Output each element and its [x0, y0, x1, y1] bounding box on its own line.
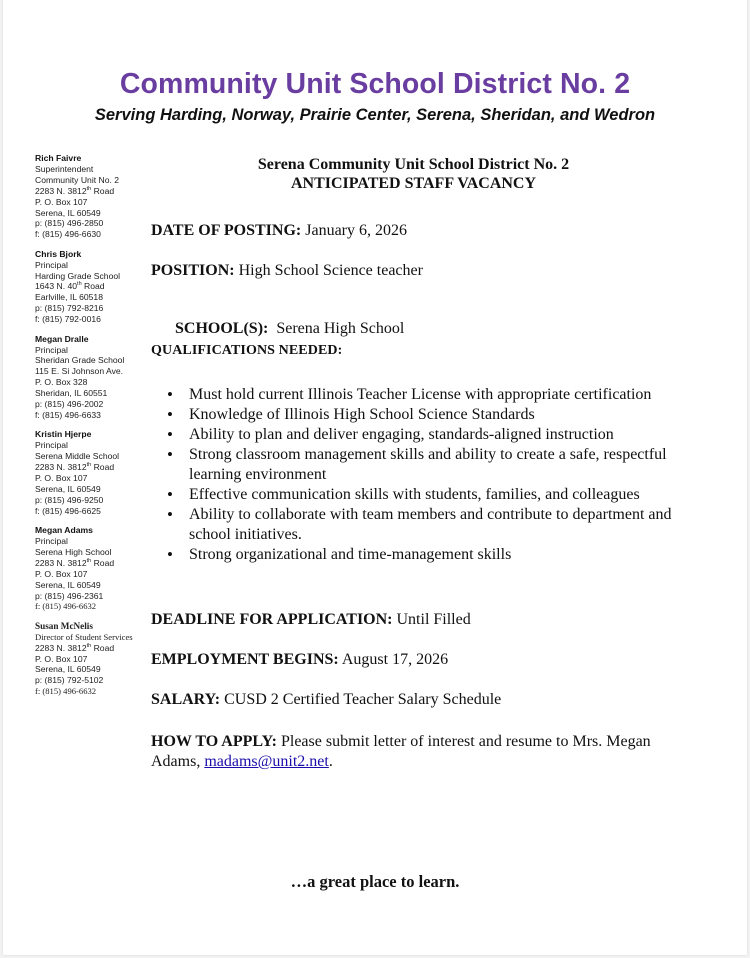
- posting-title: ANTICIPATED STAFF VACANCY: [290, 175, 537, 192]
- district-title: Community Unit School District No. 2: [119, 68, 631, 100]
- date-label: DATE OF POSTING:: [151, 222, 302, 239]
- contact-role: Principal: [35, 259, 68, 270]
- employment-field: [151, 651, 448, 669]
- contact-org: Community Unit No. 2: [35, 174, 120, 185]
- apply-label: HOW TO APPLY:: [151, 733, 277, 750]
- list-item: • Knowledge of Illinois High School Science Standards: [151, 405, 691, 425]
- posting-heading: [151, 155, 676, 193]
- list-item: • Strong classroom management skills and ability to create a safe, respectful learning environment: [151, 445, 691, 485]
- contact-city: Sheridan, IL 60551: [35, 388, 108, 399]
- list-item: • Must hold current Illinois Teacher License with appropriate certification: [151, 385, 691, 405]
- deadline-value: Until Filled: [392, 611, 471, 628]
- qualifications-label: QUALIFICATIONS NEEDED:: [151, 343, 343, 358]
- contact-phone: p: (815) 496-9250: [35, 494, 104, 505]
- contact-address: 2283 N. 3812th Road: [35, 557, 115, 568]
- contact-city: Serena, IL 60549: [35, 579, 101, 590]
- how-to-apply: HOW TO APPLY: Please submit letter of interest and resume to Mrs. Megan Adams, madams@unit2.net.: [151, 733, 651, 770]
- contact-po-box: P. O. Box 107: [35, 472, 88, 483]
- contacts-sidebar: [35, 153, 155, 706]
- contact-role: Principal: [35, 440, 68, 451]
- contact-org: Harding Grade School: [35, 270, 121, 281]
- contact-role: Superintendent: [35, 163, 94, 174]
- contact-name: Susan McNelis: [35, 620, 93, 631]
- contact-role: Principal: [35, 344, 68, 355]
- contact-card: [35, 525, 155, 612]
- deadline-field: [151, 611, 471, 629]
- contact-name: Megan Adams: [35, 525, 93, 536]
- list-item: • Ability to plan and deliver engaging, standards-aligned instruction: [151, 425, 691, 445]
- contact-address: 2283 N. 3812th Road: [35, 185, 115, 196]
- contact-address: 115 E. Si Johnson Ave.: [35, 366, 124, 377]
- contact-phone: p: (815) 496-2361: [35, 590, 104, 601]
- date-value: January 6, 2026: [301, 222, 407, 239]
- contact-fax: f: (815) 496-6632: [35, 686, 97, 697]
- contact-role: Director of Student Services: [35, 631, 133, 642]
- footer-tagline: …a great place to learn.: [290, 872, 460, 891]
- contact-city: Serena, IL 60549: [35, 664, 101, 675]
- contact-address: 1643 N. 40th Road: [35, 281, 105, 292]
- qualifications-list: [151, 385, 691, 565]
- contact-phone: p: (815) 496-2002: [35, 399, 104, 410]
- apply-text: Please submit letter of interest and resume to Mrs. Megan Adams,: [151, 733, 651, 770]
- posting-district: Serena Community Unit School District No. 2: [257, 156, 570, 173]
- list-item: • Effective communication skills with students, families, and colleagues: [151, 485, 691, 505]
- contact-city: Serena, IL 60549: [35, 483, 101, 494]
- contact-card: [35, 153, 155, 240]
- district-subtitle: Serving Harding, Norway, Prairie Center, Serena, Sheridan, and Wedron: [94, 106, 656, 124]
- contact-phone: p: (815) 792-5102: [35, 675, 104, 686]
- contact-name: Rich Faivre: [35, 153, 82, 163]
- school-label: SCHOOL(S):: [175, 320, 269, 337]
- contact-name: Chris Bjork: [35, 248, 82, 259]
- contact-org: Sheridan Grade School: [35, 355, 125, 366]
- document-page: [3, 0, 747, 955]
- employment-value: August 17, 2026: [338, 651, 449, 668]
- school-value: Serena High School: [268, 320, 405, 337]
- contact-card: [35, 249, 155, 325]
- vacancy-posting: [151, 155, 711, 770]
- contact-address: 2283 N. 3812th Road: [35, 462, 115, 473]
- contact-fax: f: (815) 496-6625: [35, 505, 101, 516]
- contact-org: Serena High School: [35, 546, 112, 557]
- position-field: [151, 262, 423, 280]
- list-item: • Ability to collaborate with team members and contribute to department and school initiatives.: [151, 505, 691, 545]
- contact-city: Serena, IL 60549: [35, 207, 101, 218]
- contact-po-box: P. O. Box 107: [35, 653, 88, 664]
- contact-name: Megan Dralle: [35, 333, 89, 344]
- contact-phone: p: (815) 792-8216: [35, 303, 104, 314]
- contact-fax: f: (815) 496-6633: [35, 409, 101, 420]
- contact-fax: f: (815) 496-6632: [35, 601, 97, 612]
- deadline-label: DEADLINE FOR APPLICATION:: [151, 611, 393, 628]
- contact-card: [35, 621, 155, 697]
- list-item: • Strong organizational and time-management skills: [151, 545, 691, 565]
- contact-phone: p: (815) 496-2850: [35, 218, 104, 229]
- contact-po-box: P. O. Box 328: [35, 377, 88, 388]
- employment-label: EMPLOYMENT BEGINS:: [151, 651, 339, 668]
- contact-po-box: P. O. Box 107: [35, 196, 88, 207]
- email-link[interactable]: madams@unit2.net: [204, 753, 329, 770]
- salary-value: CUSD 2 Certified Teacher Salary Schedule: [220, 691, 502, 708]
- position-value: High School Science teacher: [234, 262, 423, 279]
- contact-card: [35, 334, 155, 421]
- contact-role: Principal: [35, 536, 68, 546]
- salary-field: [151, 691, 501, 709]
- contact-address: 2283 N. 3812th Road: [35, 642, 115, 653]
- date-of-posting: [151, 222, 407, 240]
- contact-name: Kristin Hjerpe: [35, 429, 92, 440]
- salary-label: SALARY:: [151, 691, 221, 708]
- contact-org: Serena Middle School: [35, 451, 120, 462]
- contact-card: [35, 429, 155, 516]
- contact-po-box: P. O. Box 107: [35, 568, 88, 579]
- contact-fax: f: (815) 496-6630: [35, 229, 101, 240]
- contact-fax: f: (815) 792-0016: [35, 314, 101, 325]
- position-label: POSITION:: [151, 262, 235, 279]
- contact-city: Earlville, IL 60518: [35, 292, 103, 303]
